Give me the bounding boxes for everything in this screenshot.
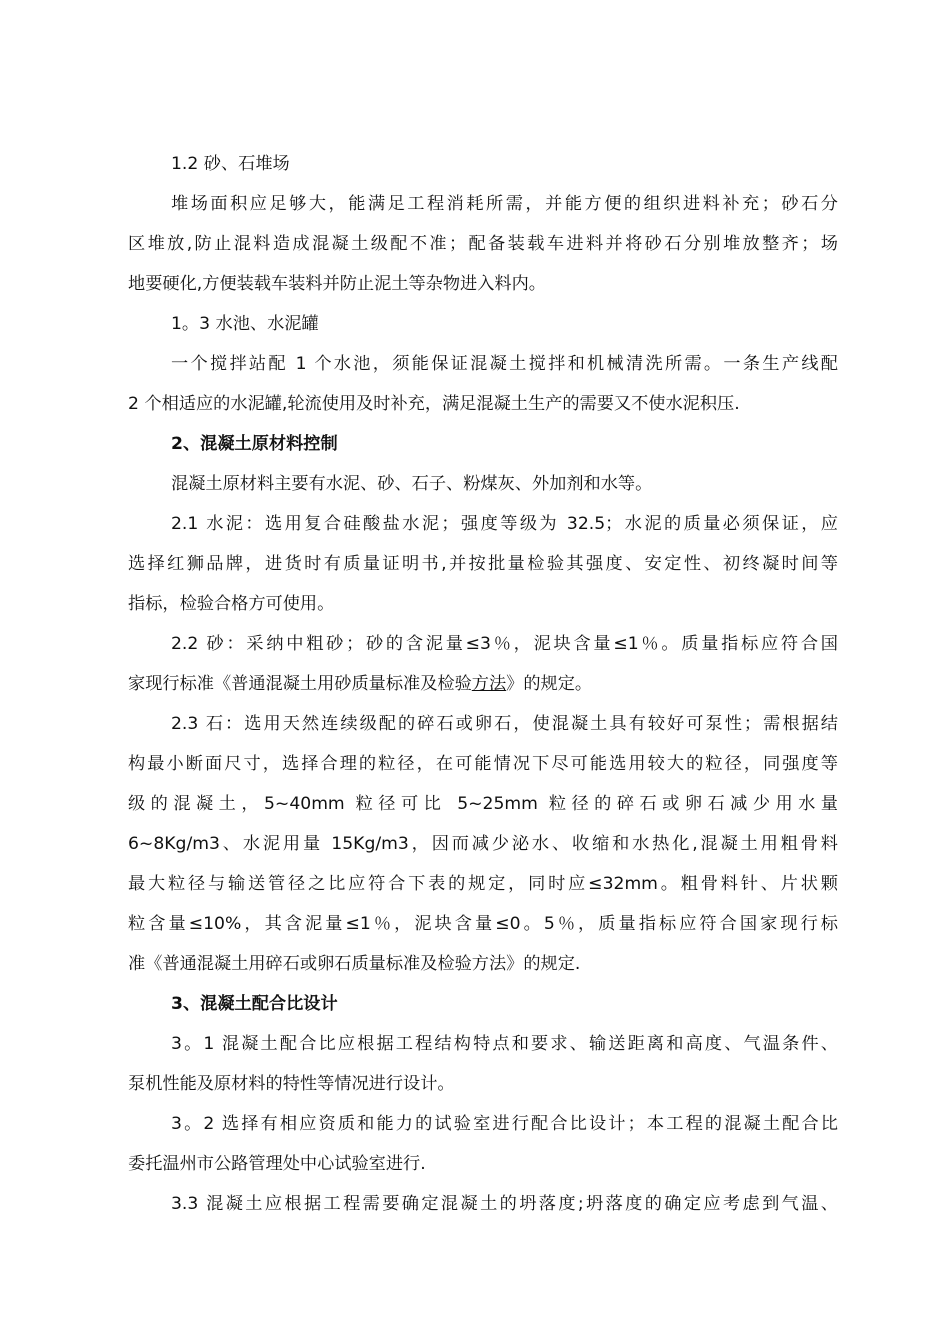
paragraph-line: 准《普通混凝土用碎石或卵石质量标准及检验方法》的规定. <box>128 954 581 974</box>
paragraph-line: 委托温州市公路管理处中心试验室进行. <box>128 1154 426 1174</box>
heading-1-2: 1.2 砂、石堆场 <box>171 154 290 174</box>
paragraph-line: 3。2 选择有相应资质和能力的试验室进行配合比设计；本工程的混凝土配合比 <box>171 1114 838 1134</box>
paragraph-line: 级的混凝土，5~40mm 粒径可比 5~25mm 粒径的碎石或卵石减少用水量 <box>128 794 838 814</box>
paragraph-line: 2 个相适应的水泥罐,轮流使用及时补充，满足混凝土生产的需要又不使水泥积压. <box>128 394 740 414</box>
paragraph-text: 》的规定。 <box>506 674 593 694</box>
paragraph-line: 2.2 砂：采纳中粗砂；砂的含泥量≤3％，泥块含量≤1％。质量指标应符合国 <box>171 634 838 654</box>
paragraph-line: 3.3 混凝土应根据工程需要确定混凝土的坍落度;坍落度的确定应考虑到气温、 <box>171 1194 838 1214</box>
paragraph-line: 2.3 石：选用天然连续级配的碎石或卵石，使混凝土具有较好可泵性；需根据结 <box>171 714 838 734</box>
method-link[interactable]: 方法 <box>471 674 507 694</box>
paragraph-line: 6~8Kg/m3、水泥用量 15Kg/m3，因而减少泌水、收缩和水热化,混凝土用粗骨料 <box>128 834 838 854</box>
paragraph-line: 堆场面积应足够大，能满足工程消耗所需，并能方便的组织进料补充；砂石分 <box>171 194 838 214</box>
document-body <box>128 151 838 1231</box>
paragraph-line: 地要硬化,方便装载车装料并防止泥土等杂物进入料内。 <box>128 274 546 294</box>
paragraph-text: 家现行标准《普通混凝土用砂质量标准及检验 <box>128 674 472 694</box>
paragraph-line <box>128 671 838 711</box>
paragraph-line: 粒含量≤10%，其含泥量≤1％，泥块含量≤0。5％，质量指标应符合国家现行标 <box>128 914 838 934</box>
paragraph-line: 指标，检验合格方可使用。 <box>128 594 335 614</box>
paragraph-line: 构最小断面尺寸，选择合理的粒径，在可能情况下尽可能选用较大的粒径，同强度等 <box>128 754 838 774</box>
paragraph-line: 2.1 水泥：选用复合硅酸盐水泥；强度等级为 32.5；水泥的质量必须保证，应 <box>171 514 838 534</box>
paragraph-line: 最大粒径与输送管径之比应符合下表的规定，同时应≤32mm。粗骨料针、片状颗 <box>128 874 838 894</box>
paragraph-line: 一个搅拌站配 1 个水池，须能保证混凝土搅拌和机械清洗所需。一条生产线配 <box>171 354 838 374</box>
paragraph-line: 泵机性能及原材料的特性等情况进行设计。 <box>128 1074 455 1094</box>
heading-2: 2、混凝土原材料控制 <box>171 434 338 454</box>
heading-3: 3、混凝土配合比设计 <box>171 994 338 1014</box>
paragraph-line: 混凝土原材料主要有水泥、砂、石子、粉煤灰、外加剂和水等。 <box>171 474 653 494</box>
heading-1-3: 1。3 水池、水泥罐 <box>171 314 319 334</box>
paragraph-line: 区堆放,防止混料造成混凝土级配不准；配备装载车进料并将砂石分别堆放整齐；场 <box>128 234 838 254</box>
paragraph-line: 3。1 混凝土配合比应根据工程结构特点和要求、输送距离和高度、气温条件、 <box>171 1034 838 1054</box>
paragraph-line: 选择红狮品牌，进货时有质量证明书,并按批量检验其强度、安定性、初终凝时间等 <box>128 554 838 574</box>
